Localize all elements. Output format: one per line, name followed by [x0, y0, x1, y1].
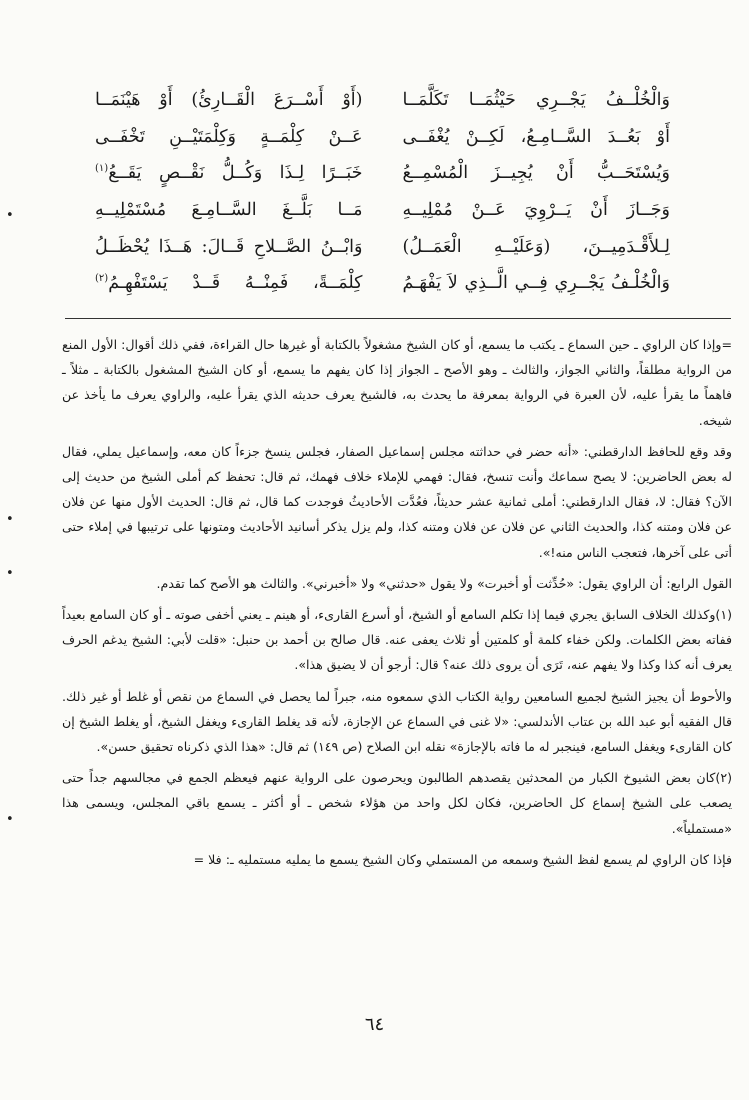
- verse-hemistich: وَيُسْتَحَــبُّ أَنْ يُجِيــزَ الْمُسْمِــعُ: [402, 163, 670, 184]
- verse-hemistich: وَالْخُلْـفُ يَجْــرِي فِــي الَّــذِي لاَ يَفْهَـمُ: [402, 273, 670, 294]
- margin-mark: •: [6, 512, 14, 527]
- page-number: ٦٤: [364, 1014, 385, 1035]
- poem-verses: [95, 82, 670, 302]
- margin-mark: •: [6, 566, 14, 581]
- footnote-paragraph: (٢)كان بعض الشيوخ الكبار من المحدثين يقصدهم الطالبون ويحرصون على الرواية عنهم فيعظم الجمع في مجالسهم جداً حتى يصعب على الشيخ إسماع كل الحاضرين، فكان لكل واحد من هؤلاء شخص ـ أو أكثر ـ يسمع باقي المجلس، ويسمى هذا «مستملياً».: [62, 770, 732, 836]
- footnote-ref-2: (٢): [95, 273, 109, 285]
- verse-hemistich: عَــنْ كِلْمَــةٍ وَكِلْمَتَيْــنِ تَخْفَــى: [95, 126, 363, 147]
- verse-hemistich: وَجَــازَ أَنْ يَــرْوِيَ عَــنْ مُمْلِيــهِ: [402, 199, 670, 220]
- verse-hemistich: لِـلأَقْـدَمِيــنَ، (وَعَلَيْــهِ الْعَمَــلُ): [402, 236, 670, 257]
- verse-hemistich: [95, 155, 363, 192]
- margin-mark: •: [6, 812, 14, 827]
- footnote-paragraph: والأحوط أن يجيز الشيخ لجميع السامعين رواية الكتاب الذي سمعوه منه، جبراً لما يحصل في السماع من نقص أو غلط أو غير ذلك. قال الفقيه أبو عبد الله بن عتاب الأندلسي: «لا غنى في السماع عن الإجازة، لأنه قد يغلط القارىء ويغفل الشيخ، أو يغلط الشيخ إن كان القارىء ويغفل السامع، فينجبر له ما فاته بالإجازة» نقله ابن الصلاح (ص ١٤٩) ثم قال: «هذا الذي ذكرناه تحقيق حسن».: [62, 688, 732, 755]
- footnote-paragraph: (١)وكذلك الخلاف السابق يجري فيما إذا تكلم السامع أو الشيخ، أو أسرع القارىء، أو هينم ـ يعني أخفى صوته ـ أو كان السامع بعيداً ففاته بعض الكلمات. ولكن خفاء كلمة أو كلمتين أو ثلاث يعفى عنه. قال صالح بن أحمد بن حنبل: «قلت لأبي: الشيخ يدغم الحرف يعرف أنه كذا وكذا ولا يفهم عنه، تَرَى أن يروى ذلك عنه؟ قال: أرجو أن لا يضيق هذا».: [62, 607, 732, 673]
- footnote-paragraph: وقد وقع للحافظ الدارقطني: «أنه حضر في حداثته مجلس إسماعيل الصفار، فجلس ينسخ جزءاً كان معه، وإسماعيل يملي، فقال له بعض الحاضرين: لا يصح سماعك وأنت تنسخ، فقال: فهمي للإملاء خلاف فهمك، ثم قال: تحفظ كم أملى الشيخ من حديث إلى الآن؟ فقال: لا، فقال الدارقطني: أملى ثمانية عشر حديثاً، فعُدَّت الأحاديثُ فوجدت كما قال، ثم قال: الحديث الأول منها عن فلان عن فلان ومتنه كذا، والحديث الثاني عن فلان عن فلان ومتنه كذا، ولم يزل يذكر أسانيد الأحاديث ومتونها على ترتيبها في إملاء حتى أتى على آخرها، فتعجب الناس منه!».: [62, 443, 732, 560]
- footnote-paragraph: القول الرابع: أن الراوي يقول: «حُدِّثت أو أخبرت» ولا يقول «حدثني» ولا «أخبرني». والثالث هو الأصح كما تقدم.: [156, 575, 732, 591]
- verse-hemistich: وَالْخُلْــفُ يَجْــرِي حَيْثُمَــا تَكَلَّمَــا: [402, 90, 670, 110]
- verse-text: كِلْمَــةً، فَمِنْــهُ قَــدْ يَسْتَفْهِـمُ: [108, 273, 363, 294]
- footnote-paragraph: =وإذا كان الراوي ـ حين السماع ـ يكتب ما يسمع، أو كان الشيخ مشغولاً بالكتابة أو غيرها حال القراءة، ففي ذلك أقوال: الأول المنع من الرواية مطلقاً، والثاني الجواز، والثالث ـ وهو الأصح ـ الجواز إذا كان يفهم ما يسمع، أو كان الشيخ المشغول بالكتابة ـ مثلاً ـ فاهماً ما يقرأ عليه، لأن العبرة في الرواية بمعرفة ما يحدث به، فالشيخ يعرف حديثه الذي يقرأ عليه، والراوي يعرف ما يأخذ عن شيخه.: [62, 337, 732, 428]
- margin-mark: •: [6, 208, 14, 223]
- footnote-divider: [65, 318, 731, 319]
- verse-hemistich: مَــا بَلَّــغَ السَّــامِـعَ مُسْتَمْلِيــهِ: [95, 199, 363, 220]
- footnote-ref-1: (١): [95, 163, 109, 175]
- verse-hemistich: وَابْــنُ الصَّــلاحِ قَــالَ: هَــذَا يُحْظَــلُ: [95, 236, 363, 257]
- verse-hemistich: أَوْ بَعُــدَ السَّــامِـعُ، لَكِــنْ يُغْفَــى: [402, 126, 670, 147]
- verse-hemistich: (أَوْ أَسْــرَعَ الْقَــارِئُ) أَوْ هَيْنَمَــا: [95, 90, 363, 110]
- footnote-paragraph: فإذا كان الراوي لم يسمع لفظ الشيخ وسمعه من المستملي وكان الشيخ يسمع ما يمليه مستمليه ـ: فلا =: [193, 851, 732, 867]
- verse-hemistich: [95, 265, 363, 302]
- footnotes: [62, 332, 732, 878]
- verse-text: خَبَــرًا لِـذَا وَكُــلُّ نَقْــصٍ يَقَــعُ: [108, 163, 363, 184]
